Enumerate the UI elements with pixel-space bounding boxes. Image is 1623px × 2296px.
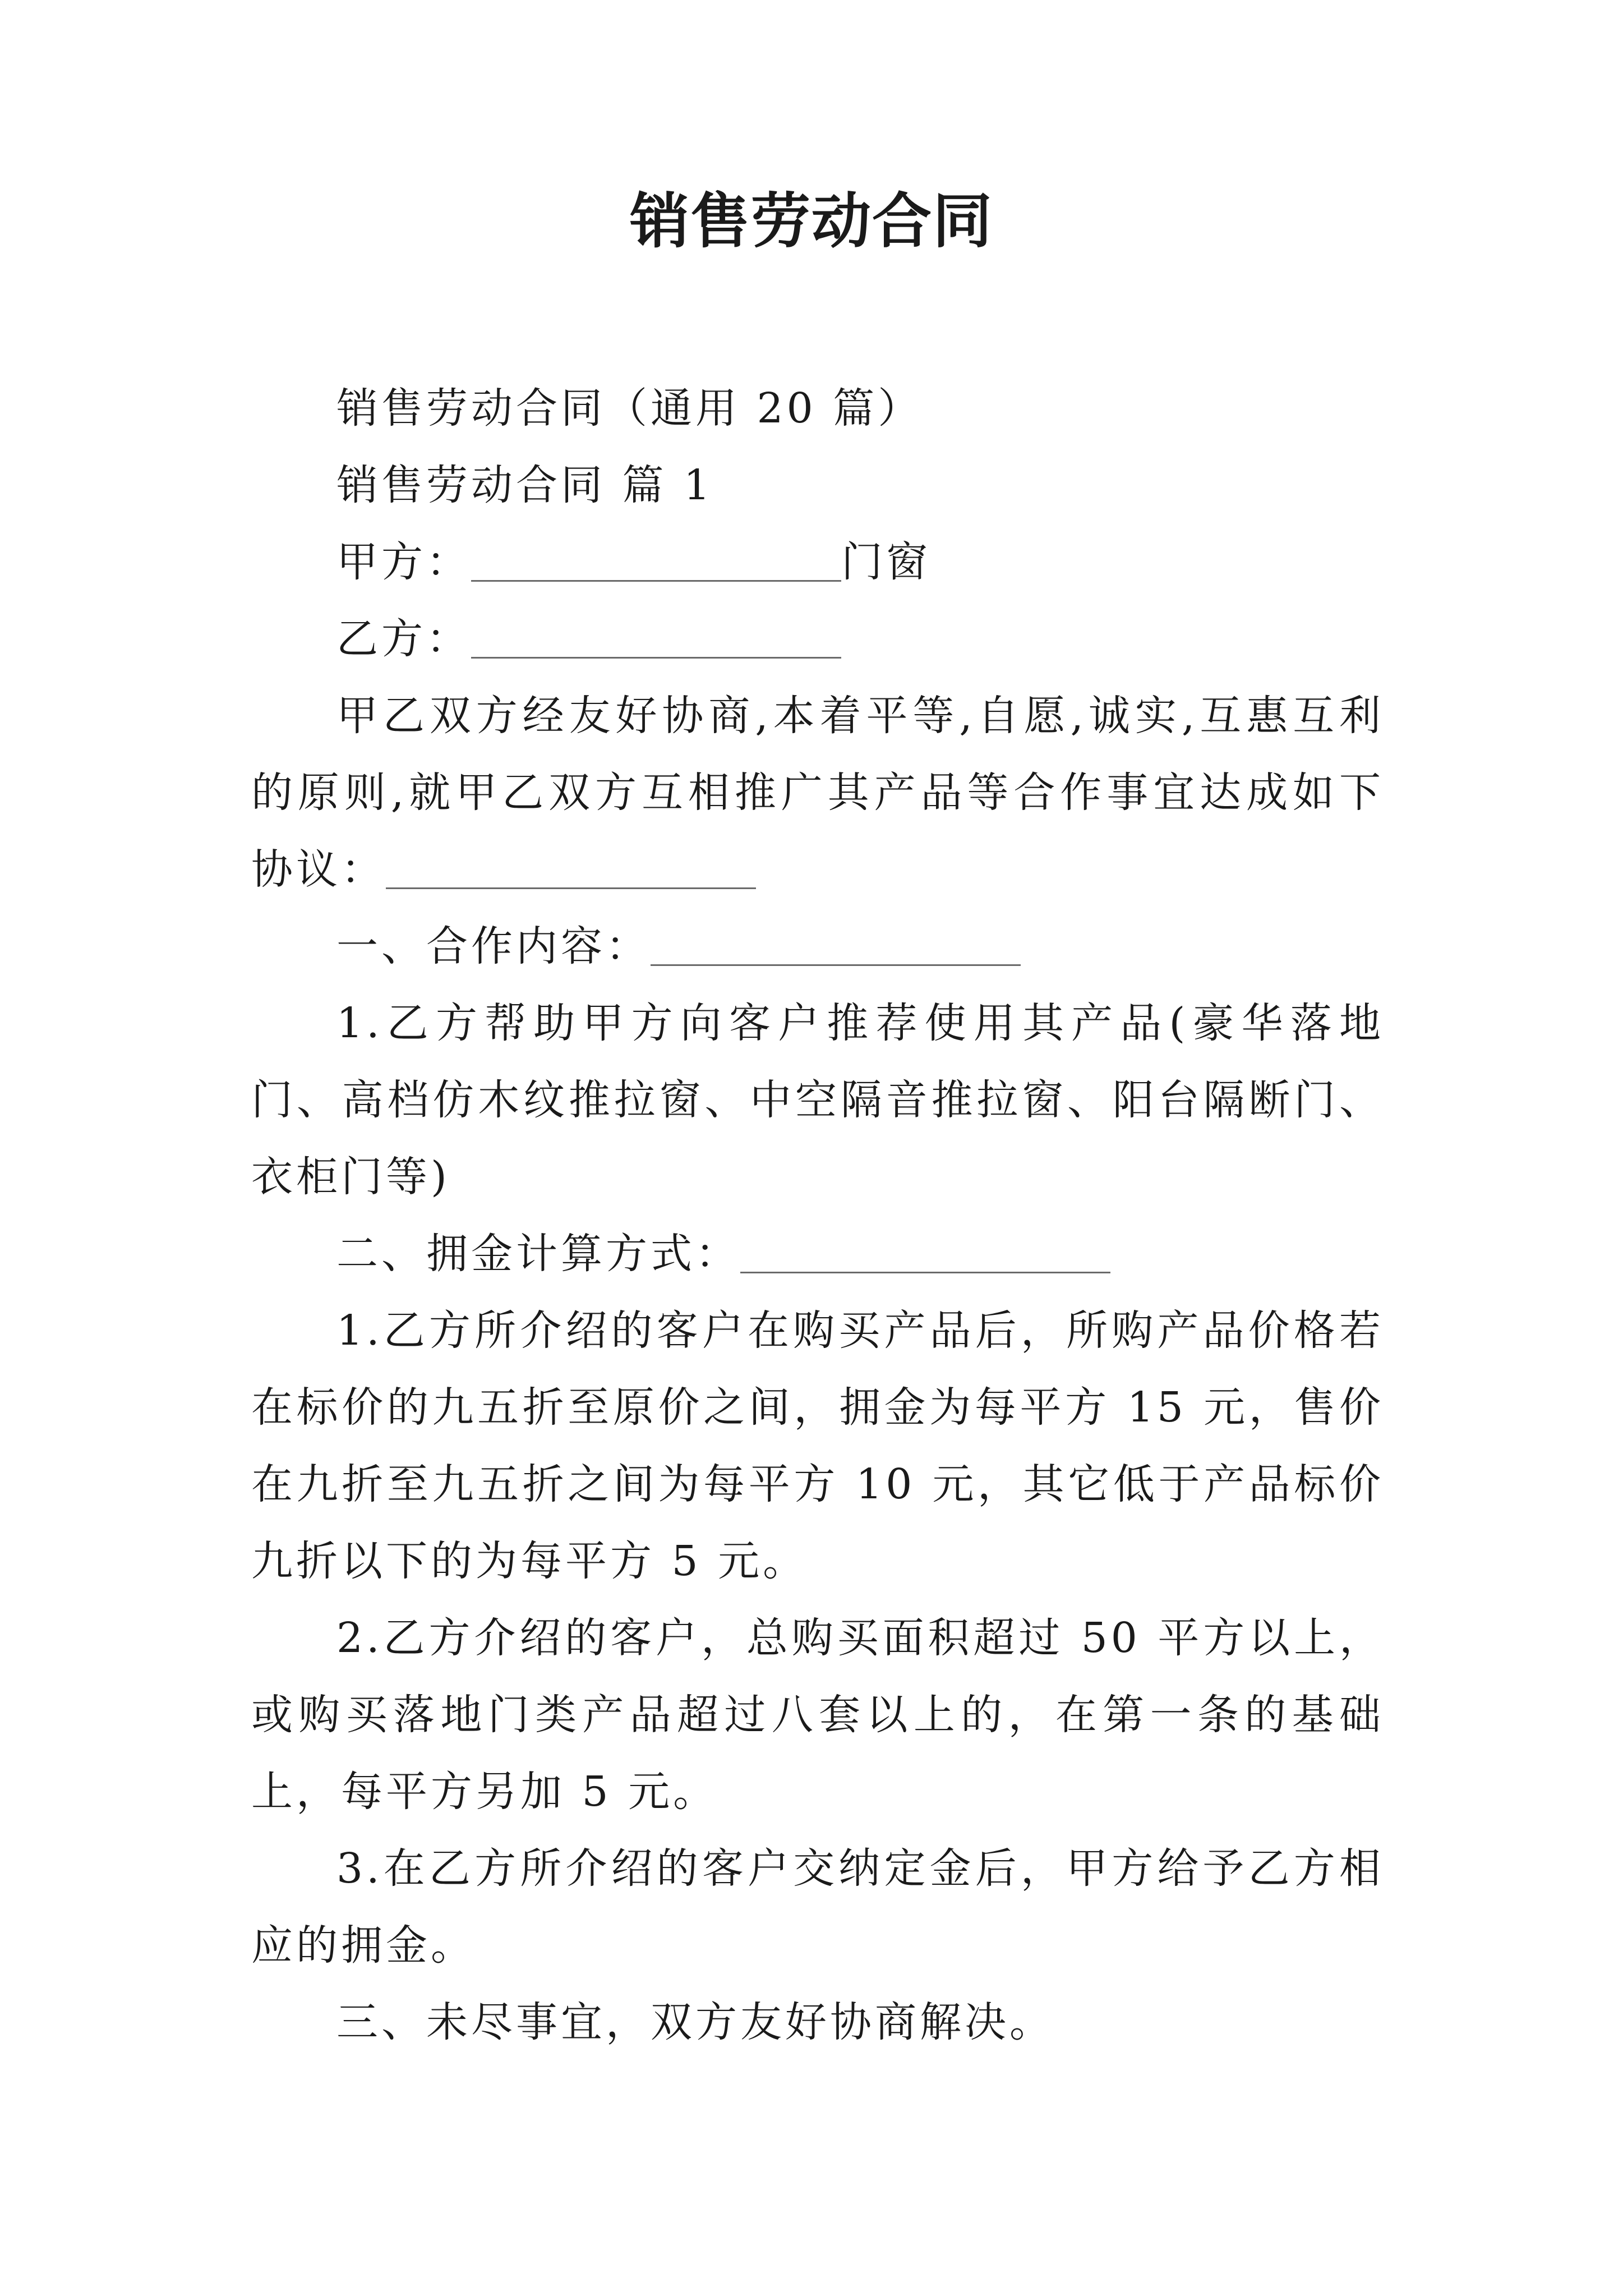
- section2-item1: 1.乙方所介绍的客户在购买产品后，所购产品价格若在标价的九五折至原价之间，拥金为每平方 15 元，售价在九折至九五折之间为每平方 10 元，其它低于产品标价九折以下的为每平方 5 元。: [251, 1306, 1384, 1585]
- party-a-label: 甲方：: [336, 538, 471, 586]
- party-b-label: 乙方：: [336, 615, 471, 663]
- party-a-blank: [471, 541, 841, 582]
- intro-blank: [386, 848, 756, 889]
- document-body: [251, 370, 1384, 2061]
- section2-heading: 二、拥金计算方式：: [251, 1216, 1384, 1292]
- section2-item2: 2.乙方介绍的客户，总购买面积超过 50 平方以上，或购买落地门类产品超过八套以上的，在第一条的基础上，每平方另加 5 元。: [251, 1614, 1384, 1816]
- section1-item1: 1.乙方帮助甲方向客户推荐使用其产品(豪华落地门、高档仿木纹推拉窗、中空隔音推拉窗、阳台隔断门、衣柜门等): [251, 999, 1384, 1201]
- section3-heading: 三、未尽事宜，双方友好协商解决。: [336, 1998, 1054, 2046]
- party-a-line: [251, 524, 1384, 601]
- party-b-line: [251, 601, 1384, 678]
- section2-blank: [740, 1232, 1110, 1273]
- section2-item3: 3.在乙方所介绍的客户交纳定金后，甲方给予乙方相应的拥金。: [251, 1844, 1384, 1970]
- party-b-blank: [471, 618, 841, 659]
- intro-paragraph: 甲乙双方经友好协商,本着平等,自愿,诚实,互惠互利的原则,就甲乙双方互相推广其产品等合作事宜达成如下协议：: [251, 692, 1384, 894]
- section1-heading: 一、合作内容：: [251, 908, 1384, 985]
- party-a-suffix: 门窗: [841, 538, 931, 586]
- document-title: 销售劳动合同: [630, 186, 993, 256]
- section-heading: 销售劳动合同 篇 1: [336, 461, 714, 509]
- section1-blank: [651, 925, 1021, 966]
- subtitle: 销售劳动合同（通用 20 篇）: [336, 384, 923, 432]
